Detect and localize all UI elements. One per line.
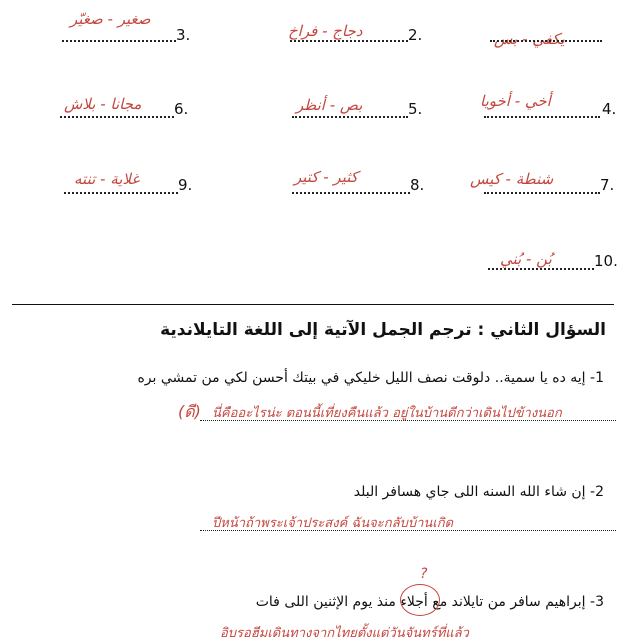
answer-1: يكفي - بس xyxy=(494,30,565,48)
question-1-answer: นี่คืออะไรน่ะ ตอนนี้เที่ยงคืนแล้ว อยู่ในบ้านดีกว่าเดินไปข้างนอก xyxy=(212,406,562,421)
item-number-8: 8. xyxy=(410,176,425,194)
item-number-6: 6. xyxy=(174,100,189,118)
question-1-line xyxy=(200,420,616,421)
answer-line-4 xyxy=(484,116,600,118)
item-number-5: 5. xyxy=(408,100,423,118)
answer-line-5 xyxy=(292,116,408,118)
question-2: 2- إن شاء الله السنه اللى جاي هسافر البلد xyxy=(353,484,604,500)
answer-line-6 xyxy=(60,116,174,118)
answer-line-9 xyxy=(64,192,178,194)
item-number-9: 9. xyxy=(178,176,193,194)
circle-mark xyxy=(400,584,440,616)
answer-2: دجاج - فراخ xyxy=(288,22,363,40)
item-number-2: 2. xyxy=(408,26,423,44)
question-2-answer: ปีหน้าถ้าพระเจ้าประสงค์ ฉันจะกลับบ้านเกิด xyxy=(212,516,454,531)
question-2-line xyxy=(200,530,616,531)
answer-line-8 xyxy=(292,192,410,194)
answer-line-2 xyxy=(290,40,408,42)
answer-7: شنطة - كيس xyxy=(470,170,554,188)
question-3-answer: อิบรอฮีมเดินทางจากไทยตั้งแต่วันจันทร์ที่แล้ว xyxy=(220,626,469,641)
answer-line-7 xyxy=(484,192,600,194)
answer-9: غلاية - تنته xyxy=(74,170,140,188)
answer-10: بُن - بُني xyxy=(500,250,552,268)
section2-heading: السؤال الثاني : ترجم الجمل الآتية إلى اللغة التايلاندية xyxy=(160,320,606,340)
question-1-mark: (ดี) xyxy=(178,402,201,421)
question-3-mark: ? xyxy=(420,566,428,582)
answer-line-1 xyxy=(490,40,602,42)
answer-line-10 xyxy=(488,268,594,270)
answer-5: بص - أنظر xyxy=(296,96,363,114)
item-number-4: 4. xyxy=(602,100,617,118)
answer-8: كثير - كتير xyxy=(294,168,358,186)
item-number-7: 7. xyxy=(600,176,615,194)
question-3: 3- إبراهيم سافر من تايلاند مع أجلاء منذ يوم الإثنين اللى فات xyxy=(255,594,604,610)
item-number-3: 3. xyxy=(176,26,191,44)
item-number-10: 10. xyxy=(594,252,618,270)
answer-4: أخي - أخويا xyxy=(480,92,551,110)
answer-line-3 xyxy=(62,40,176,42)
answer-6: مجانا - بلاش xyxy=(64,95,142,113)
section-divider xyxy=(12,304,614,305)
answer-3: صغير - صغيّر xyxy=(70,10,151,28)
question-1: 1- إيه ده يا سمية.. دلوقت نصف الليل خليكي في بيتك أحسن لكي من تمشي بره xyxy=(137,370,604,386)
